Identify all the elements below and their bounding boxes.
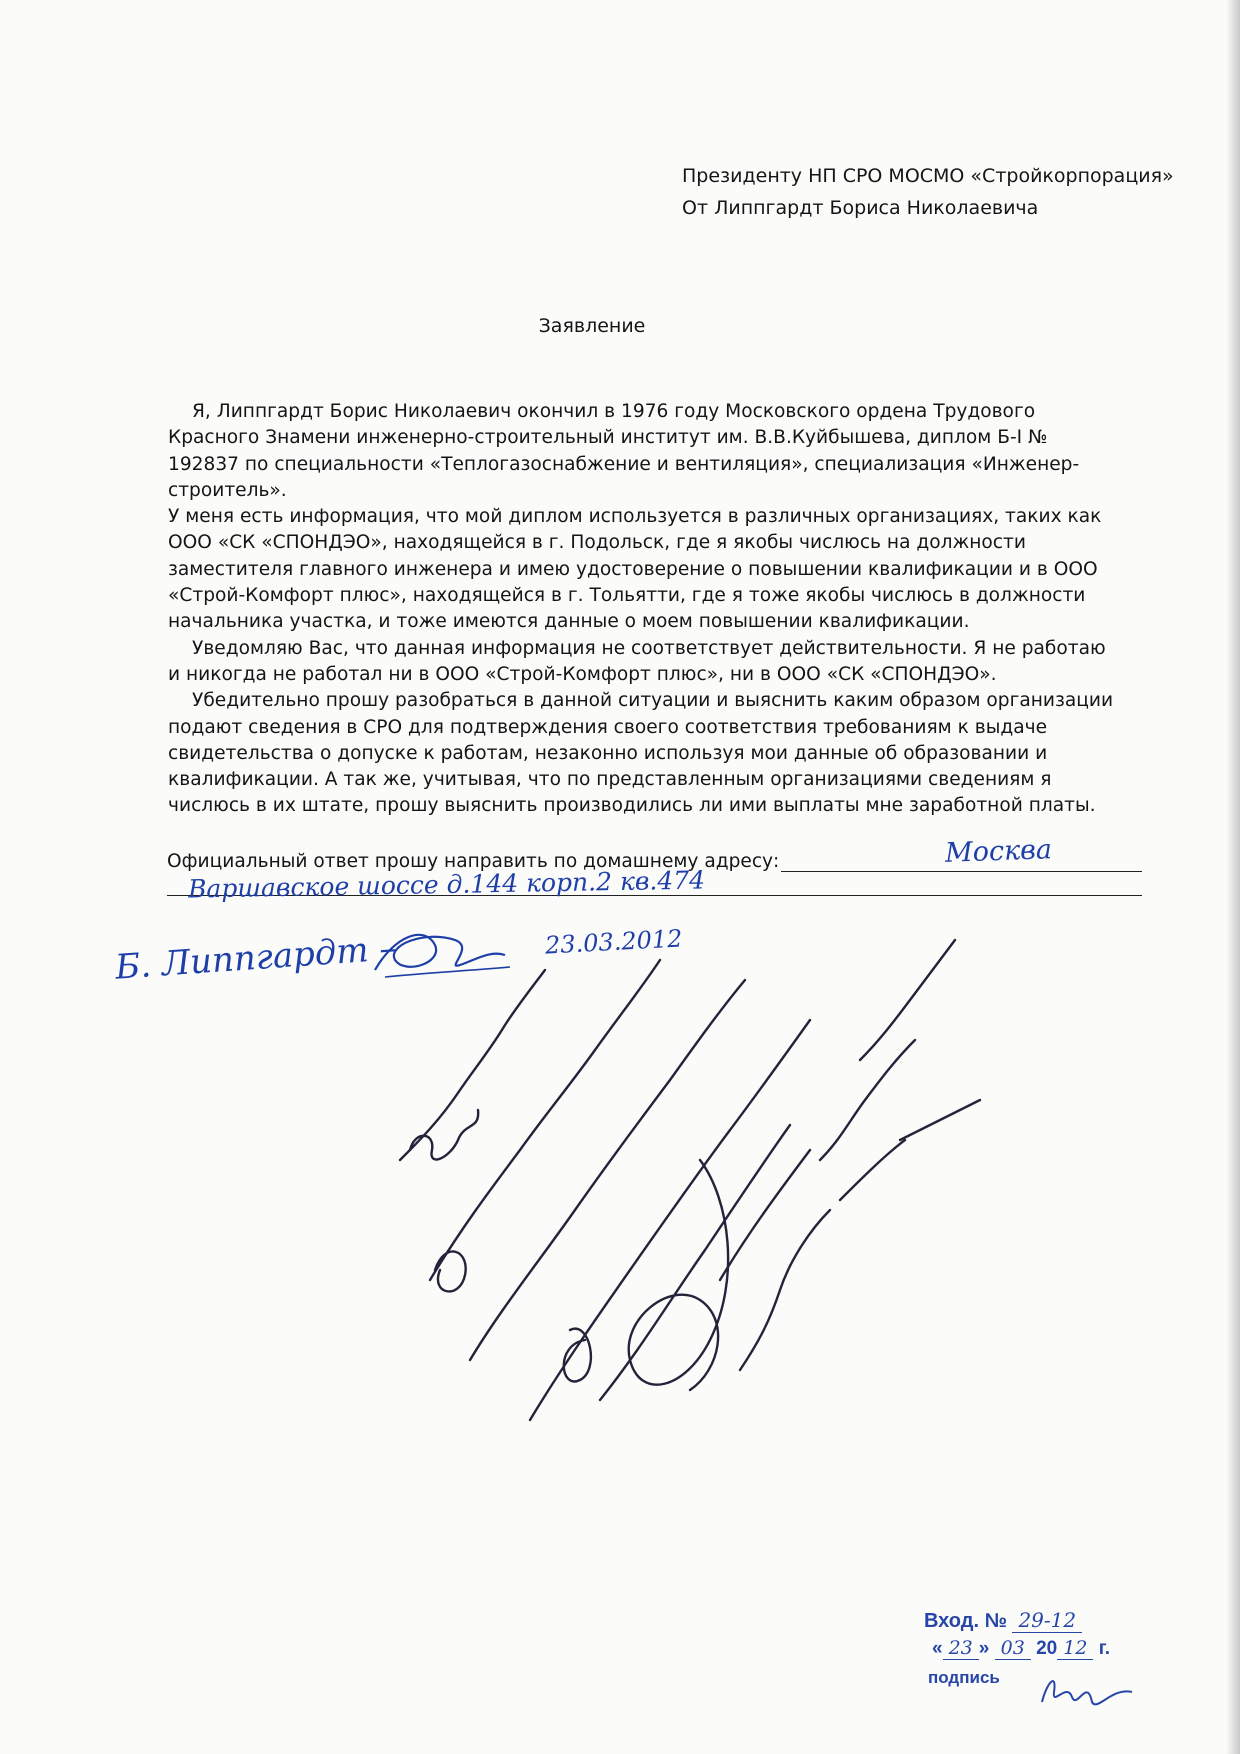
stamp-year-suffix: 12: [1057, 1637, 1093, 1660]
addressee-line: Президенту НП СРО МОСМО «Стройкорпорация»: [682, 165, 1174, 187]
scan-edge-shadow: [1226, 0, 1240, 1754]
paragraph-information: У меня есть информация, что мой диплом используется в различных организациях, таких как ООО «СК «СПОНДЭО», находящейся в г. Подольск, где я якобы числюсь на должности заместителя главного инженера и имею удостоверение о повышении квалификации и в ООО «Строй-Комфорт плюс», находящейся в г. Тольятти, где я тоже якобы числюсь в должности начальника участка, и тоже имеются данные о моем повышении квалификации.: [168, 506, 1102, 633]
statement-body: [168, 399, 1123, 820]
reply-label: Официальный ответ прошу направить по домашнему адресу:: [167, 851, 780, 872]
stamp-date-row: « 23 » 03 20 12 г.: [932, 1637, 1110, 1659]
sender-line: От Липпгардт Бориса Николаевича: [682, 197, 1039, 219]
paragraph-request: Убедительно прошу разобраться в данной ситуации и выяснить каким образом организации подают сведения в СРО для подтверждения своего соответствия требованиям к выдаче свидетельства о допуске к работам, незаконно используя мои данные об образовании и квалификации. А так же, учитывая, что по представленным организациями сведениям я числюсь в их штате, прошу выяснить производились ли ими выплаты мне заработной платы.: [168, 690, 1114, 817]
stamp-number-row: [924, 1608, 1082, 1633]
stamp-incoming-number: 29-12: [1012, 1608, 1082, 1633]
handwritten-address: Варшавское шоссе д.144 корп.2 кв.474: [187, 865, 706, 904]
handwritten-city: Москва: [944, 834, 1053, 869]
stamp-signature-icon: [1032, 1662, 1142, 1712]
paragraph-diploma: Я, Липпгардт Борис Николаевич окончил в 1976 году Московского ордена Трудового Красного Знамени инженерно-строительный институт им. В.В.Куйбышева, диплом Б-I № 192837 по специальности «Теплогазоснабжение и вентиляция», специализация «Инженер-строитель».: [168, 401, 1080, 501]
incoming-registration-stamp: [924, 1600, 1164, 1720]
stamp-day: 23: [943, 1637, 979, 1660]
resolution-handwriting-icon: [340, 900, 1060, 1440]
stamp-signature-label: подпись: [928, 1668, 1000, 1687]
paragraph-notification: Уведомляю Вас, что данная информация не соответствует действительности. Я не работаю и никогда не работал ни в ООО «Строй-Комфорт плюс», ни в ООО «СК «СПОНДЭО».: [168, 637, 1106, 685]
handwritten-signature-name: Б. Липпгардт –: [113, 928, 398, 988]
stamp-year-unit: г.: [1098, 1638, 1110, 1659]
addressee-block: [682, 160, 1174, 224]
handwritten-date: 23.03.2012: [544, 924, 684, 960]
stamp-incoming-label: Вход. №: [924, 1610, 1007, 1632]
stamp-month: 03: [995, 1637, 1031, 1660]
document-title: Заявление: [538, 315, 646, 337]
stamp-year-prefix: 20: [1036, 1638, 1058, 1659]
